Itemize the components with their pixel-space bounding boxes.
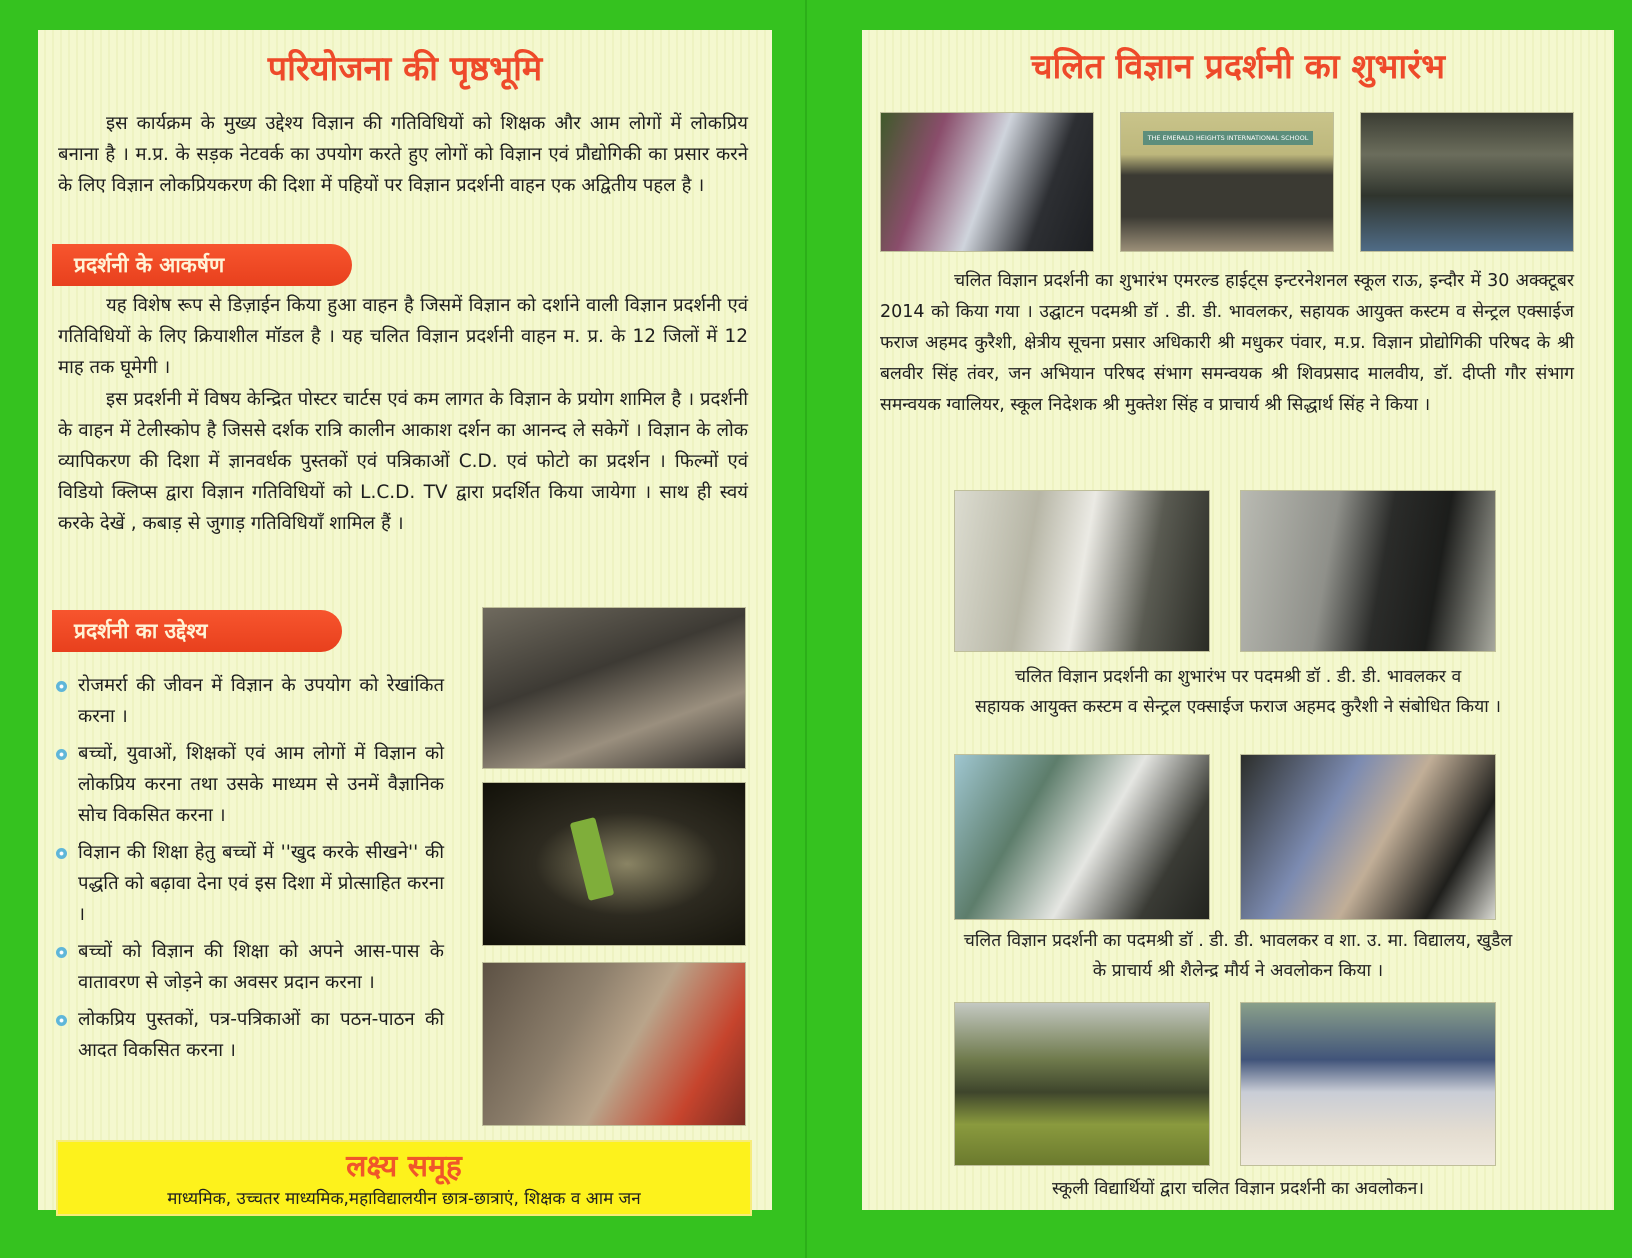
objectives-list [54, 670, 444, 1072]
caption-speakers-line-1: चलित विज्ञान प्रदर्शनी का शुभारंभ पर पदमश्री डॉ . डी. डी. भावलकर व [1014, 667, 1462, 687]
objective-item: बच्चों, युवाओं, शिक्षकों एवं आम लोगों में विज्ञान को लोकप्रिय करना तथा उसके माध्यम से उनमें वैज्ञानिक सोच विकसित करना । [54, 738, 444, 831]
photo-students-queue [954, 1002, 1210, 1166]
intro-text: इस कार्यक्रम के मुख्य उद्देश्य विज्ञान की गतिविधियों को शिक्षक और आम लोगों में लोकप्रिय बनाना है । म.प्र. के सड़क नेटवर्क का उपयोग करते हुए लोगों को विज्ञान एवं प्रौद्योगिकी का प्रसार करने के लिए विज्ञान लोकप्रियकरण की दिशा में पहियों पर विज्ञान प्रदर्शनी वाहन एक अद्वितीय पहल है । [58, 113, 748, 196]
bullet-icon [56, 1015, 67, 1026]
photo-students-activity [482, 962, 746, 1126]
caption-students: स्कूली विद्यार्थियों द्वारा चलित विज्ञान प्रदर्शनी का अवलोकन। [1052, 1179, 1424, 1199]
bullet-icon [56, 749, 67, 760]
caption-speakers-line-2: सहायक आयुक्त कस्टम व सेन्ट्रल एक्साईज फराज अहमद कुरैशी ने संबोधित किया । [975, 697, 1501, 717]
launch-description-text: चलित विज्ञान प्रदर्शनी का शुभारंभ एमरल्ड हाईट्स इन्टरनेशनल स्कूल राऊ, इन्दौर में 30 अक्क्टूबर 2014 को किया गया । उद्घाटन पदमश्री डॉ . डी. डी. भावलकर, सहायक आयुक्त कस्टम व सेन्ट्रल एक्साईज फराज अहमद कुरैशी, क्षेत्रीय सूचना प्रसार अधिकारी श्री मधुकर पंवार, म.प्र. विज्ञान प्रोद्योगिकी परिषद के श्री बलवीर सिंह तंवर, जन अभियान परिषद संभाग समन्वयक श्री शिवप्रसाद मालवीय, डॉ. दीप्ती गौर संभाग समन्वयक ग्वालियर, स्कूल निदेशक श्री मुक्तेश सिंह व प्राचार्य श्री सिद्धार्थ सिंह ने किया । [880, 271, 1574, 415]
section-heading-objectives: प्रदर्शनी का उद्देश्य [52, 610, 342, 652]
caption-visit-line-2: के प्राचार्य श्री शैलेन्द्र मौर्य ने अवलोकन किया । [1092, 961, 1384, 981]
page-title-launch: चलित विज्ञान प्रदर्शनी का शुभारंभ [1030, 47, 1446, 87]
caption-speakers [862, 662, 1614, 722]
launch-description [880, 266, 1574, 421]
photo-school-stage [1120, 112, 1334, 252]
objective-item: लोकप्रिय पुस्तकों, पत्र-पत्रिकाओं का पठन-पाठन की आदत विकसित करना । [54, 1004, 444, 1066]
photo-dignitaries-visit [1240, 754, 1496, 920]
objective-item: रोजमर्रा की जीवन में विज्ञान के उपयोग को रेखांकित करना । [54, 670, 444, 732]
objective-item: बच्चों को विज्ञान की शिक्षा को अपने आस-पास के वातावरण से जोड़ने का अवसर प्रदान करना । [54, 936, 444, 998]
attractions-text-2: इस प्रदर्शनी में विषय केन्द्रित पोस्टर चार्टस एवं कम लागत के विज्ञान के प्रयोग शामिल है । प्रदर्शनी के वाहन में टेलीस्कोप है जिससे दर्शक रात्रि कालीन आकाश दर्शन का आनन्द ले सकेगें । विज्ञान के लोक व्यापिकरण की दिशा में ज्ञानवर्धक पुस्तकों एवं पत्रिकाओं C.D. एवं फोटो का प्रदर्शन । फिल्मों एवं विडियो क्लिप्स द्वारा विज्ञान गतिविधियों को L.C.D. TV द्वारा प्रदर्शित किया जायेगा । साथ ही स्वयं करके देखें , कबाड़ से जुगाड़ गतिविधियाँ शामिल हैं । [58, 389, 748, 534]
target-group-box [56, 1140, 752, 1216]
photo-telescope-night [482, 782, 746, 946]
left-page [38, 30, 772, 1210]
caption-visit [862, 926, 1614, 986]
brochure-spine [805, 0, 807, 1258]
intro-paragraph [58, 108, 748, 201]
attractions-paragraph-2 [58, 384, 748, 539]
bullet-icon [56, 848, 67, 859]
target-group-text: माध्यमिक, उच्चतर माध्यमिक,महाविद्यालयीन छात्र-छात्राएं, शिक्षक व आम जन [167, 1189, 641, 1209]
school-banner: THE EMERALD HEIGHTS INTERNATIONAL SCHOOL [1143, 131, 1313, 145]
attractions-text-1: यह विशेष रूप से डिज़ाईन किया हुआ वाहन है जिसमें विज्ञान को दर्शाने वाली विज्ञान प्रदर्शनी एवं गतिविधियों के लिए क्रियाशील मॉडल है । यह चलित विज्ञान प्रदर्शनी वाहन म. प्र. के 12 जिलों में 12 माह तक घूमेगी । [58, 295, 748, 378]
page-title-background: परियोजना की पृष्ठभूमि [267, 49, 543, 89]
photo-visit-inside-bus [954, 754, 1210, 920]
bullet-icon [56, 947, 67, 958]
attractions-paragraph-1 [58, 290, 748, 383]
photo-speaker-1 [954, 490, 1210, 652]
telescope-shape [570, 817, 615, 901]
section-heading-attractions: प्रदर्शनी के आकर्षण [52, 244, 352, 286]
photo-ribbon-cutting [880, 112, 1094, 252]
photo-auditorium-audience [1360, 112, 1574, 252]
right-page [862, 30, 1614, 1210]
target-group-heading: लक्ष्य समूह [346, 1149, 462, 1184]
photo-students-exhibit [482, 607, 746, 769]
bullet-icon [56, 681, 67, 692]
photo-students-bus [1240, 1002, 1496, 1166]
objective-item: विज्ञान की शिक्षा हेतु बच्चों में ''खुद करके सीखने'' की पद्धति को बढ़ावा देना एवं इस दिशा में प्रोत्साहित करना । [54, 837, 444, 930]
photo-speaker-2 [1240, 490, 1496, 652]
caption-visit-line-1: चलित विज्ञान प्रदर्शनी का पदमश्री डॉ . डी. डी. भावलकर व शा. उ. मा. विद्यालय, खुडैल [963, 931, 1513, 951]
